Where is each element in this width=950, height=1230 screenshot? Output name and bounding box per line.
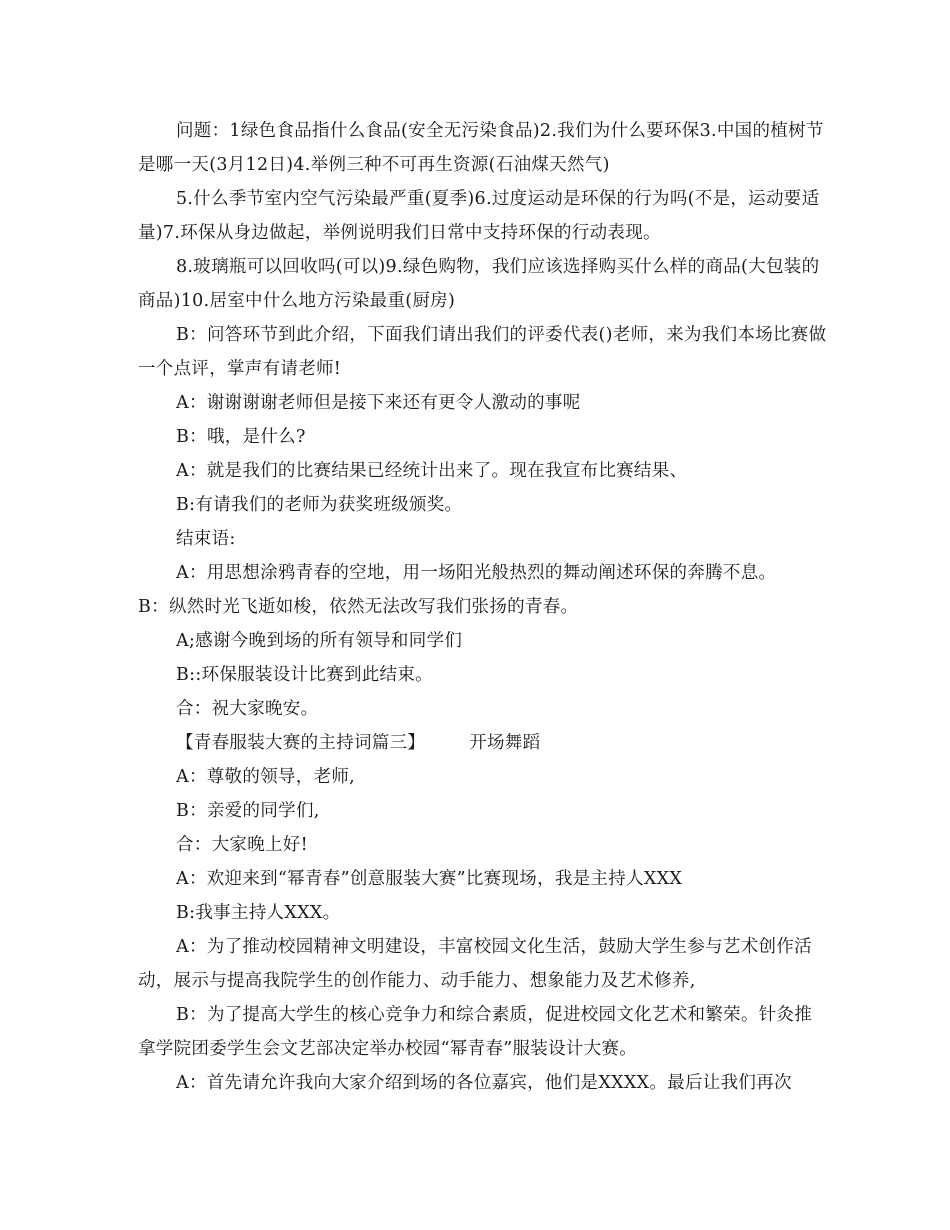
paragraph-dialogue: B:我事主持人XXX。 xyxy=(176,903,341,923)
section-title: 【青春服装大赛的主持词篇三】 xyxy=(176,733,426,753)
paragraph-dialogue: B:有请我们的老师为获奖班级颁奖。 xyxy=(176,495,463,515)
paragraph-dialogue: B：亲爱的同学们, xyxy=(176,801,320,821)
paragraph-closing-line: B：纵然时光飞逝如梭，依然无法改写我们张扬的青春。 xyxy=(138,597,579,617)
paragraph-dialogue: A：为了推动校园精神文明建设，丰富校园文化生活，鼓励大学生参与艺术创作活动，展示与提高我院学生的创作能力、动手能力、想象能力及艺术修养, xyxy=(138,937,812,991)
paragraph-quiz-2: 5.什么季节室内空气污染最严重(夏季)6.过度运动是环保的行为吗(不是，运动要适量)7.环保从身边做起，举例说明我们日常中支持环保的行动表现。 xyxy=(138,189,820,243)
paragraph-dialogue: A：欢迎来到“幂青春”创意服装大赛”比赛现场，我是主持人XXX xyxy=(176,869,683,889)
paragraph-closing-line: A;感谢今晚到场的所有领导和同学们 xyxy=(176,631,463,651)
section-subtitle: 开场舞蹈 xyxy=(469,733,541,753)
section-heading xyxy=(138,726,828,760)
paragraph-closing-line: 合：祝大家晚安。 xyxy=(176,699,319,719)
paragraph-dialogue: A：首先请允许我向大家介绍到场的各位嘉宾，他们是XXXX。最后让我们再次 xyxy=(176,1073,792,1093)
paragraph-dialogue: A：谢谢谢谢老师但是接下来还有更令人激动的事呢 xyxy=(176,393,581,413)
paragraph-closing-heading: 结束语: xyxy=(176,529,236,549)
paragraph-dialogue: B：为了提高大学生的核心竞争力和综合素质，促进校园文化艺术和繁荣。针灸推拿学院团委学生会文艺部决定举办校园“幂青春”服装设计大赛。 xyxy=(138,1005,813,1059)
paragraph-quiz-3: 8.玻璃瓶可以回收吗(可以)9.绿色购物，我们应该选择购买什么样的商品(大包装的商品)10.居室中什么地方污染最重(厨房) xyxy=(138,257,820,311)
paragraph-judge-intro: B：问答环节到此介绍，下面我们请出我们的评委代表()老师，来为我们本场比赛做一个点评，掌声有请老师! xyxy=(138,325,827,379)
paragraph-dialogue: A：就是我们的比赛结果已经统计出来了。现在我宣布比赛结果、 xyxy=(176,461,688,481)
paragraph-dialogue: A：尊敬的领导，老师, xyxy=(176,767,355,787)
paragraph-quiz-1: 问题：1绿色食品指什么食品(安全无污染食品)2.我们为什么要环保3.中国的植树节是哪一天(3月12日)4.举例三种不可再生资源(石油煤天然气) xyxy=(138,121,824,175)
paragraph-closing-line: A：用思想涂鸦青春的空地，用一场阳光般热烈的舞动阐述环保的奔腾不息。 xyxy=(176,563,777,583)
document-body xyxy=(138,114,828,1100)
paragraph-closing-line: B::环保服装设计比赛到此结束。 xyxy=(176,665,433,685)
paragraph-dialogue: B：哦，是什么? xyxy=(176,427,306,447)
paragraph-dialogue: 合：大家晚上好! xyxy=(176,835,308,855)
